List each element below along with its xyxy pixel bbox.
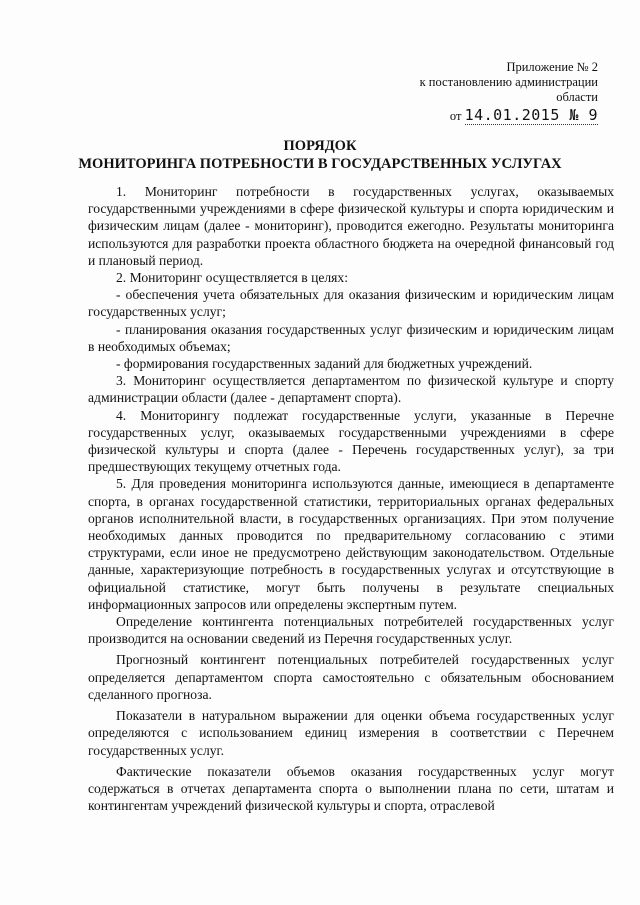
- paragraph-contingent-forecast: Прогнозный контингент потенциальных потребителей государственных услуг определяется департаментом спорта самостоятельно с обязательным обоснованием сделанного прогноза.: [88, 652, 614, 702]
- title-line-1: ПОРЯДОК: [283, 138, 357, 154]
- paragraph-3: 3. Мониторинг осуществляется департаментом по физической культуре и спорту администрации области (далее - департамент спорта).: [88, 373, 614, 406]
- paragraph-2: 2. Мониторинг осуществляется в целях:: [116, 270, 349, 286]
- title-line-2: МОНИТОРИНГА ПОТРЕБНОСТИ В ГОСУДАРСТВЕННЫХ УСЛУГАХ: [78, 156, 562, 172]
- document-title: [40, 137, 600, 173]
- document-body: [88, 183, 614, 814]
- appendix-header: [388, 60, 598, 124]
- paragraph-contingent-definition: Определение контингента потенциальных потребителей государственных услуг производится на основании сведений из Перечня государственных услуг.: [88, 614, 614, 647]
- date-prefix: от: [449, 109, 462, 123]
- paragraph-indicators: Показатели в натуральном выражении для оценки объема государственных услуг определяются с использованием единиц измерения в соответствии с Перечнем государственных услуг.: [88, 708, 614, 758]
- paragraph-actual-indicators: Фактические показатели объемов оказания государственных услуг могут содержаться в отчетах департамента спорта о выполнении плана по сети, штатам и контингентам учреждений физической культуры и спорта, отраслевой: [88, 763, 614, 814]
- paragraph-1: 1. Мониторинг потребности в государственных услугах, оказываемых государственными учреждениями в сфере физической культуры и спорта юридическим и физическим лицам (далее - мониторинг), проводится ежегодно. Результаты мониторинга используются для разработки проекта областного бюджета на очередной финансовый год и плановый период.: [88, 184, 614, 268]
- paragraph-5: 5. Для проведения мониторинга используются данные, имеющиеся в департаменте спорта, в органах государственной статистики, территориальных органах федеральных органов исполнительной власти, в государственных организациях. При этом получение необходимых данных проводится по предварительному согласованию с этими структурами, если иное не предусмотрено действующим законодательством. Отдельные данные, характеризующие потребность в государственных услугах и отсутствующие в официальной статистике, могут быть получены в результате специальных информационных запросов или определены экспертным путем.: [88, 476, 614, 612]
- list-item-1: - обеспечения учета обязательных для оказания физическим и юридическим лицам государственных услуг;: [88, 287, 614, 320]
- appendix-date-line: [388, 108, 598, 124]
- appendix-authority: области: [556, 90, 598, 104]
- list-item-3: - формирования государственных заданий для бюджетных учреждений.: [116, 356, 533, 372]
- paragraph-4: 4. Мониторингу подлежат государственные услуги, указанные в Перечне государственных услуг, оказываемых государственными учреждениями в сфере физической культуры и спорта (далее - Перечень государственных услуг), за три предшествующих текущему отчетных года.: [88, 407, 614, 475]
- appendix-number: Приложение № 2: [506, 60, 598, 74]
- appendix-reference: к постановлению администрации: [419, 75, 598, 89]
- list-item-2: - планирования оказания государственных услуг физическим и юридическим лицам в необходимых объемах;: [88, 321, 614, 354]
- handwritten-date: 14.01.2015 № 9: [464, 106, 598, 124]
